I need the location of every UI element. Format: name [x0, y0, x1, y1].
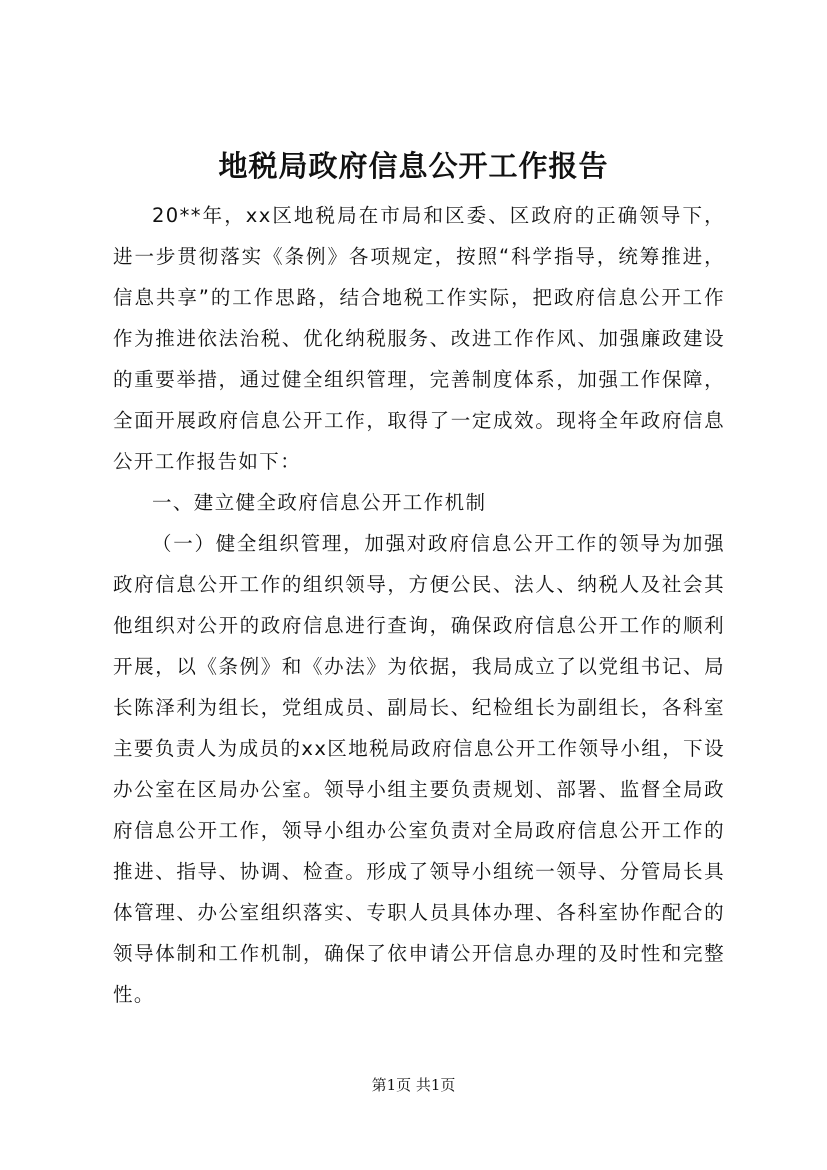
page-number: 第1页 共1页	[371, 1076, 456, 1094]
document-body	[113, 195, 725, 1015]
paragraph-organization: （一）健全组织管理，加强对政府信息公开工作的领导为加强政府信息公开工作的组织领导，方便公民、法人、纳税人及社会其他组织对公开的政府信息进行查询，确保政府信息公开工作的顺利开展，以《条例》和《办法》为依据，我局成立了以党组书记、局长陈泽利为组长，党组成员、副局长、纪检组长为副组长，各科室主要负责人为成员的xx区地税局政府信息公开工作领导小组，下设办公室在区局办公室。领导小组主要负责规划、部署、监督全局政府信息公开工作，领导小组办公室负责对全局政府信息公开工作的推进、指导、协调、检查。形成了领导小组统一领导、分管局长具体管理、办公室组织落实、专职人员具体办理、各科室协作配合的领导体制和工作机制，确保了依申请公开信息办理的及时性和完整性。	[113, 532, 725, 1006]
document-title: 地税局政府信息公开工作报告	[218, 149, 609, 183]
paragraph-intro: 20**年，xx区地税局在市局和区委、区政府的正确领导下，进一步贯彻落实《条例》各项规定，按照“科学指导，统筹推进，信息共享”的工作思路，结合地税工作实际，把政府信息公开工作作为推进依法治税、优化纳税服务、改进工作作风、加强廉政建设的重要举措，通过健全组织管理，完善制度体系，加强工作保障，全面开展政府信息公开工作，取得了一定成效。现将全年政府信息公开工作报告如下：	[113, 204, 725, 473]
section-heading: 一、建立健全政府信息公开工作机制	[152, 491, 487, 514]
